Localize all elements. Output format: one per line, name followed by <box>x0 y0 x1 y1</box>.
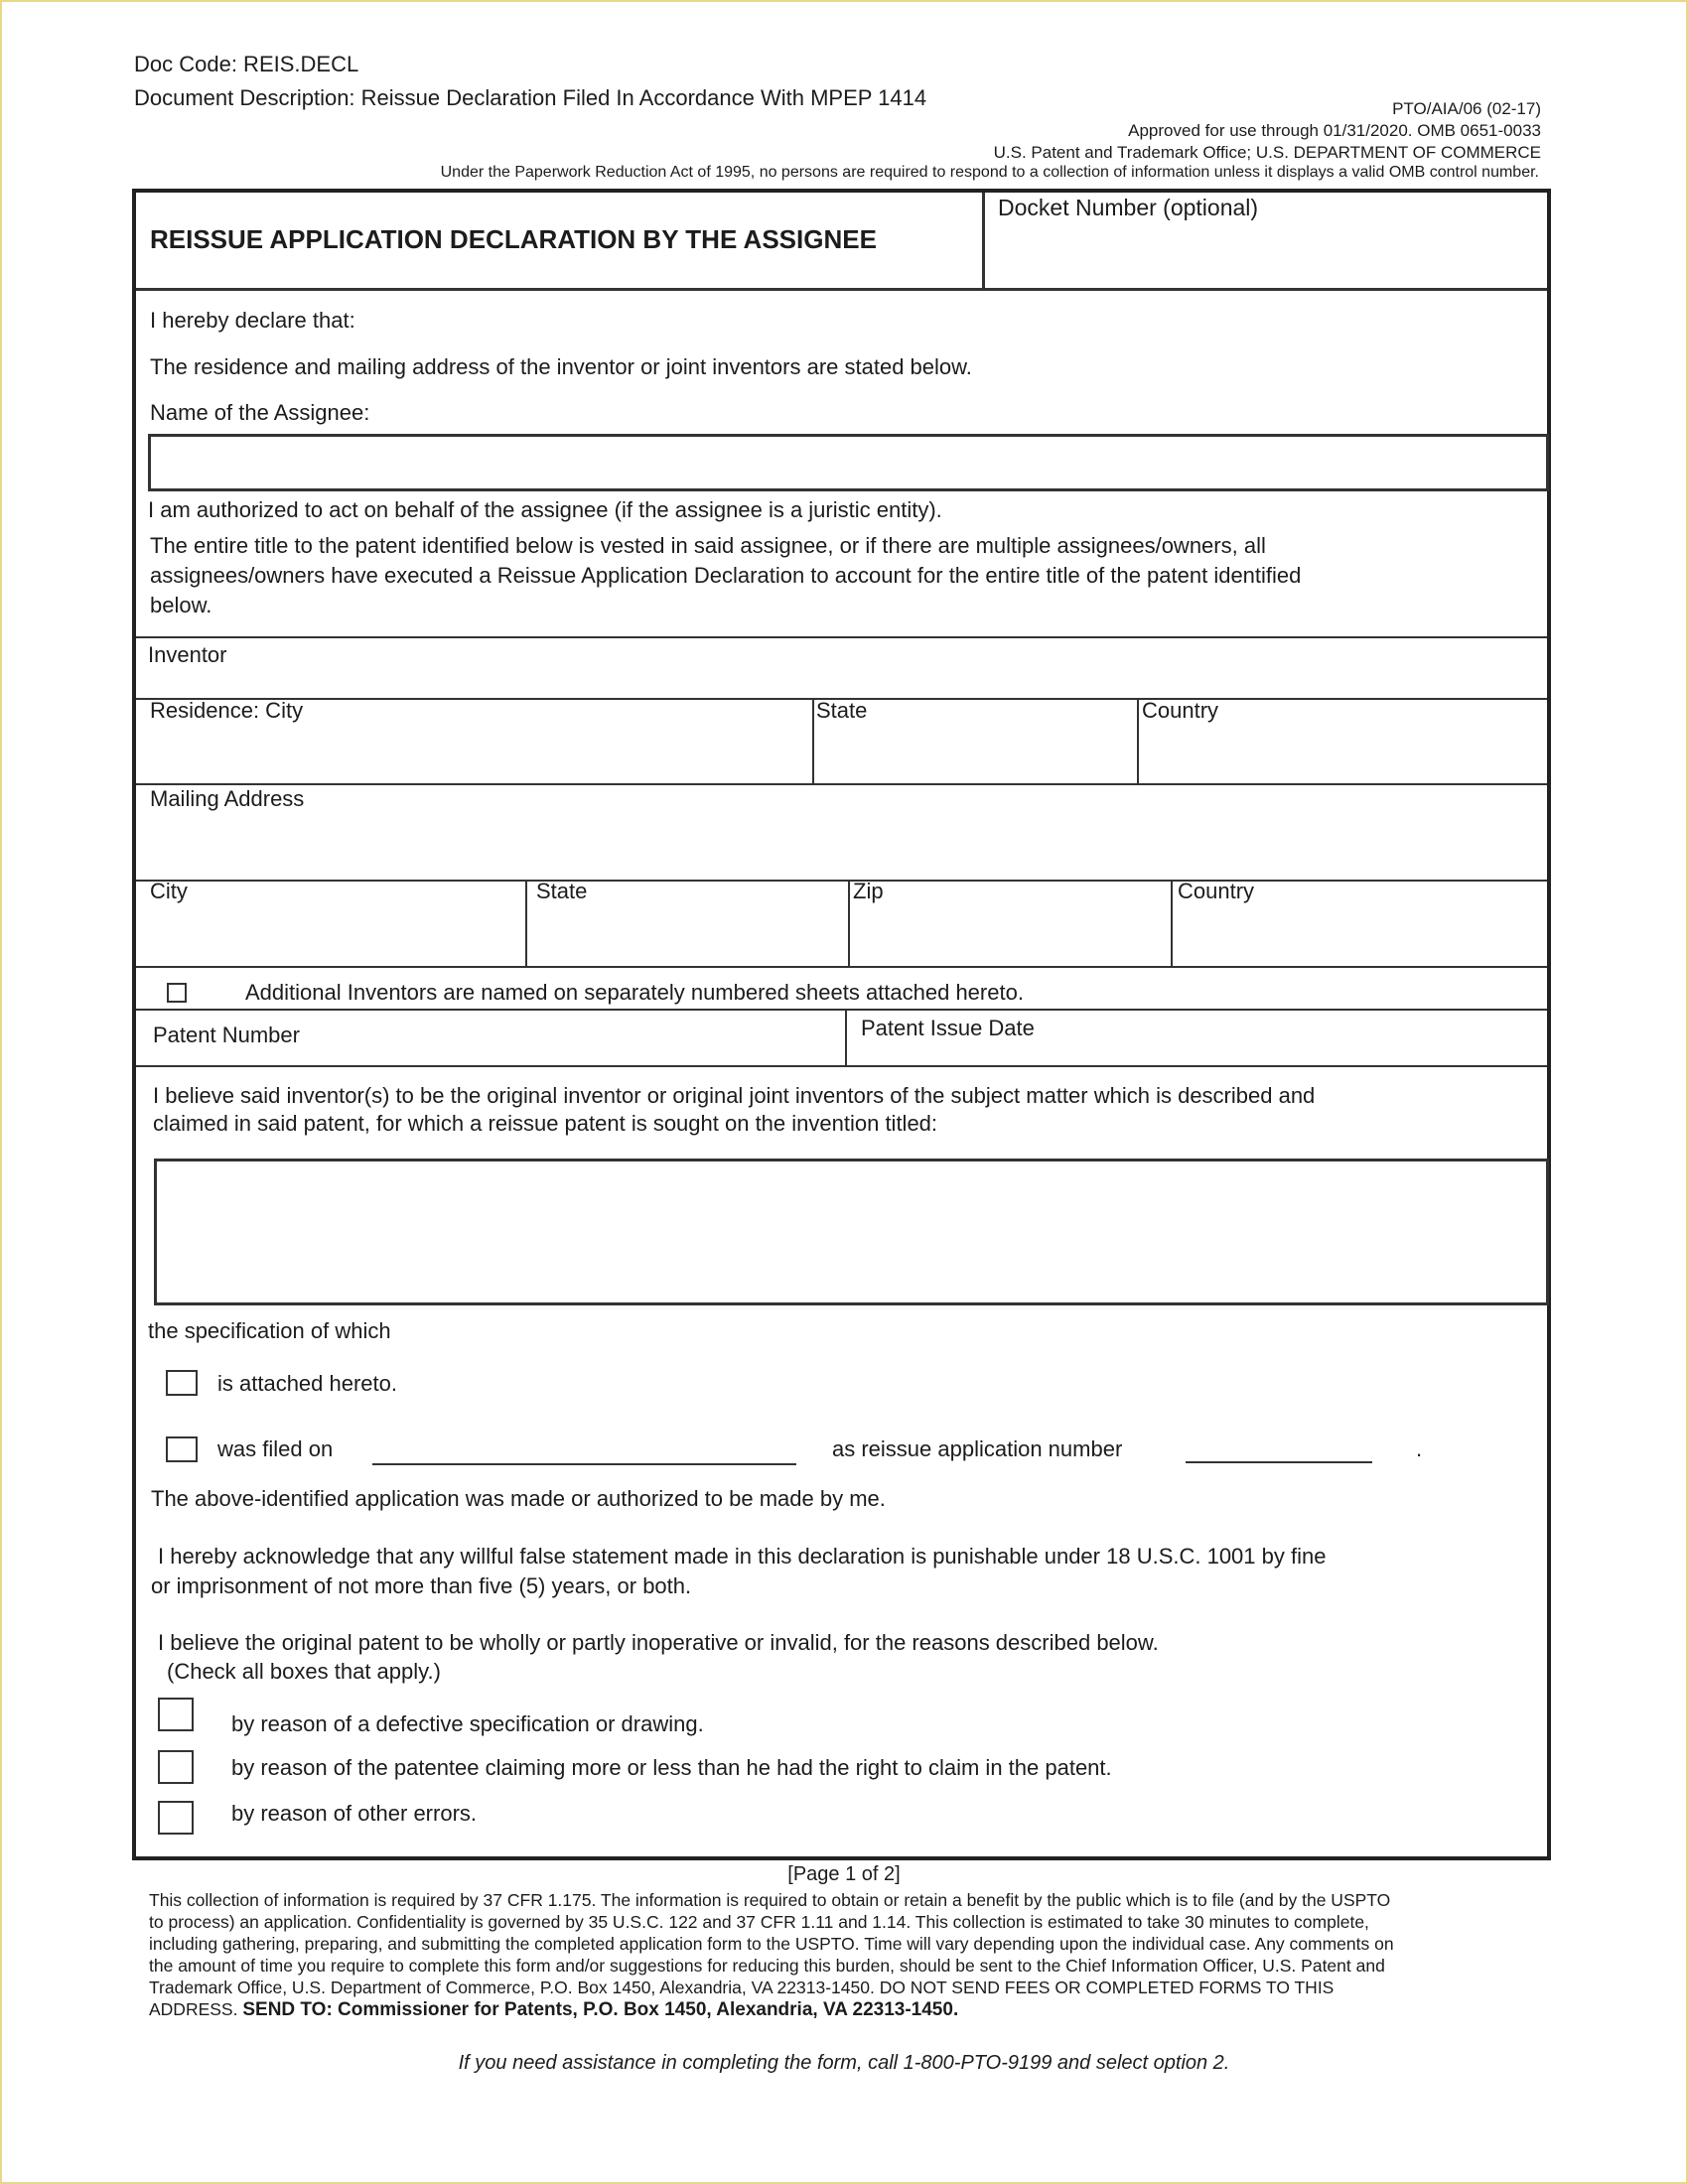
country-label: Country <box>1178 879 1255 903</box>
doc-description: Document Description: Reissue Declaration Filed In Accordance With MPEP 1414 <box>134 85 927 110</box>
city-divider-1 <box>525 880 527 966</box>
additional-inventors-text: Additional Inventors are named on separately numbered sheets attached hereto. <box>245 980 1024 1005</box>
believe-inventor-line-2: claimed in said patent, for which a reissue patent is sought on the invention titled: <box>153 1111 938 1136</box>
inventor-top-line <box>136 636 1547 638</box>
docket-label: Docket Number (optional) <box>998 195 1259 220</box>
city-divider-3 <box>1171 880 1173 966</box>
claiming-more-or-less-checkbox[interactable] <box>158 1750 194 1784</box>
city-label: City <box>150 879 188 903</box>
patent-issue-date-label: Patent Issue Date <box>861 1016 1035 1040</box>
page-number: [Page 1 of 2] <box>787 1863 901 1885</box>
burden-line-4: the amount of time you require to complete this form and/or suggestions for reducing this burden, should be sent to the Chief Information Officer, U.S. Patent and <box>149 1956 1385 1976</box>
defective-specification-text: by reason of a defective specification or drawing. <box>231 1711 704 1736</box>
believe-inventor-line-1: I believe said inventor(s) to be the original inventor or original joint inventors of the subject matter which is described and <box>153 1083 1316 1108</box>
reissue-number-input[interactable] <box>1186 1459 1372 1463</box>
patent-top-line <box>136 1009 1547 1011</box>
made-or-authorized-statement: The above-identified application was made or authorized to be made by me. <box>151 1486 886 1511</box>
form-title: REISSUE APPLICATION DECLARATION BY THE ASSIGNEE <box>150 224 877 254</box>
paperwork-notice: Under the Paperwork Reduction Act of 1995, no persons are required to respond to a collection of information unless it displays a valid OMB control number. <box>440 164 1539 181</box>
burden-line-3: including gathering, preparing, and submitting the completed application form to the USPTO. Time will vary depending upon the individual case. Any comments on <box>149 1934 1394 1954</box>
assignee-label: Name of the Assignee: <box>150 400 370 425</box>
other-errors-checkbox[interactable] <box>158 1801 194 1835</box>
acknowledge-line-2: or imprisonment of not more than five (5) years, or both. <box>151 1573 692 1598</box>
inventor-label: Inventor <box>148 642 227 667</box>
assignee-name-input[interactable] <box>148 434 1549 491</box>
omb-approval: Approved for use through 01/31/2020. OMB 0651-0033 <box>1128 121 1541 140</box>
zip-label: Zip <box>853 879 884 903</box>
residence-divider-1 <box>812 698 814 783</box>
residence-divider-2 <box>1137 698 1139 783</box>
claiming-more-or-less-text: by reason of the patentee claiming more or less than he had the right to claim in the patent. <box>231 1755 1112 1780</box>
patent-divider <box>845 1009 847 1065</box>
state-label: State <box>536 879 588 903</box>
reissue-number-period: . <box>1416 1436 1423 1461</box>
burden-line-2: to process) an application. Confidentiality is governed by 35 U.S.C. 122 and 37 CFR 1.11 and 1.14. This collection is estimated to take 30 minutes to complete, <box>149 1912 1369 1932</box>
doc-code: Doc Code: REIS.DECL <box>134 52 359 76</box>
specification-of-which: the specification of which <box>148 1318 391 1343</box>
residence-statement: The residence and mailing address of the inventor or joint inventors are stated below. <box>150 354 972 379</box>
defective-specification-checkbox[interactable] <box>158 1698 194 1731</box>
acknowledge-line-1: I hereby acknowledge that any willful false statement made in this declaration is punishable under 18 U.S.C. 1001 by fine <box>158 1544 1327 1569</box>
docket-number-input[interactable] <box>996 226 1544 282</box>
declare-intro: I hereby declare that: <box>150 308 355 333</box>
residence-state-label: State <box>816 698 868 723</box>
filed-date-input[interactable] <box>372 1461 796 1465</box>
burden-address-line <box>149 1998 1539 2021</box>
burden-line-5: Trademark Office, U.S. Department of Commerce, P.O. Box 1450, Alexandria, VA 22313-1450. DO NOT SEND FEES OR COMPLETED FORMS TO THIS <box>149 1978 1335 1997</box>
additional-inventors-checkbox[interactable] <box>167 983 187 1003</box>
title-divider <box>982 193 985 288</box>
inoperative-line-2: (Check all boxes that apply.) <box>167 1659 441 1684</box>
attached-hereto-checkbox[interactable] <box>166 1370 198 1396</box>
burden-line-6: ADDRESS. <box>149 1999 238 2019</box>
form-number: PTO/AIA/06 (02-17) <box>1392 99 1541 118</box>
title-statement-line-3: below. <box>150 593 212 617</box>
was-filed-text: was filed on <box>217 1436 334 1461</box>
declaration-form <box>132 189 1551 1860</box>
invention-title-input[interactable] <box>154 1159 1549 1305</box>
was-filed-checkbox[interactable] <box>166 1436 198 1462</box>
title-bottom-line <box>136 288 1547 291</box>
send-to: SEND TO: Commissioner for Patents, P.O. Box 1450, Alexandria, VA 22313-1450. <box>242 1999 959 2020</box>
title-statement-line-1: The entire title to the patent identified below is vested in said assignee, or if there are multiple assignees/owners, all <box>150 533 1266 558</box>
city-divider-2 <box>848 880 850 966</box>
title-statement-line-2: assignees/owners have executed a Reissue Application Declaration to account for the entire title of the patent identified <box>150 563 1302 588</box>
mailing-top-line <box>136 783 1547 785</box>
residence-country-label: Country <box>1142 698 1219 723</box>
residence-city-label: Residence: City <box>150 698 304 723</box>
agency: U.S. Patent and Trademark Office; U.S. DEPARTMENT OF COMMERCE <box>993 143 1541 162</box>
patent-number-label: Patent Number <box>153 1023 300 1047</box>
additional-top-line <box>136 966 1547 968</box>
attached-hereto-text: is attached hereto. <box>217 1371 398 1396</box>
assistance-line: If you need assistance in completing the form, call 1-800-PTO-9199 and select option 2. <box>458 2052 1230 2074</box>
city-row-top-line <box>136 880 1547 882</box>
patent-bottom-line <box>136 1065 1547 1067</box>
mailing-address-label: Mailing Address <box>150 786 305 811</box>
authorized-statement: I am authorized to act on behalf of the assignee (if the assignee is a juristic entity). <box>148 497 942 522</box>
burden-line-1: This collection of information is required by 37 CFR 1.175. The information is required to obtain or retain a benefit by the public which is to file (and by the USPTO <box>149 1890 1391 1910</box>
inoperative-line-1: I believe the original patent to be wholly or partly inoperative or invalid, for the reasons described below. <box>158 1630 1159 1655</box>
other-errors-text: by reason of other errors. <box>231 1801 478 1826</box>
reissue-number-text: as reissue application number <box>832 1436 1123 1461</box>
